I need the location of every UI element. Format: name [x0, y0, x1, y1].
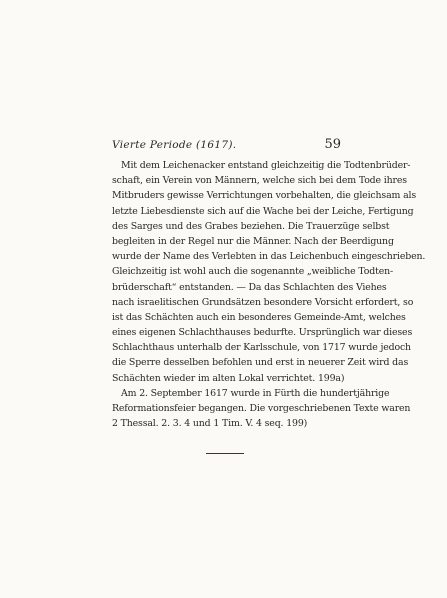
text-line: Gleichzeitig ist wohl auch die sogenannte „weibliche Todten- [112, 266, 393, 278]
text-line: 2 Thessal. 2. 3. 4 und 1 Tim. V. 4 seq. 199) [112, 418, 308, 430]
text-line: schaft, ein Verein von Männern, welche sich bei dem Tode ihres [112, 175, 407, 187]
text-line: nach israelitischen Grundsätzen besondere Vorsicht erfordert, so [112, 296, 414, 308]
text-line: Reformationsfeier begangen. Die vorgeschriebenen Texte waren [112, 403, 411, 414]
text-line: begleiten in der Regel nur die Männer. Nach der Beerdigung [112, 235, 394, 247]
text-line: ist das Schächten auch ein besonderes Gemeinde-Amt, welches [112, 311, 406, 323]
text-line: Schlachthaus unterhalb der Karlsschule, von 1717 wurde jedoch [112, 342, 411, 354]
page-number: 59 [324, 137, 341, 152]
running-head: Vierte Periode (1617). [112, 139, 237, 151]
body-text [112, 158, 426, 431]
text-line: die Sperre desselben befohlen und erst in neuerer Zeit wird das [112, 357, 409, 369]
text-line: Am 2. September 1617 wurde in Fürth die hundertjährige [121, 387, 390, 399]
text-line: letzte Liebesdienste sich auf die Wache bei der Leiche, Fertigung [112, 205, 414, 217]
page-header [112, 137, 341, 153]
text-line: eines eigenen Schlachthauses bedurfte. Ursprünglich war dieses [112, 327, 413, 339]
text-line: brüderschaft“ entstanden. — Da das Schlachten des Viehes [112, 281, 387, 293]
text-line: des Sarges und des Grabes beziehen. Die Trauerzüge selbst [112, 220, 390, 232]
section-divider [206, 453, 244, 454]
text-line: Mitbruders gewisse Verrichtungen vorbehalten, die gleichsam als [112, 190, 417, 202]
text-line: Schächten wieder im alten Lokal verrichtet. 199a) [112, 372, 345, 384]
text-line: wurde der Name des Verlebten in das Leichenbuch eingeschrieben. [112, 251, 426, 263]
text-line: Mit dem Leichenacker entstand gleichzeitig die Todtenbrüder- [121, 160, 411, 171]
